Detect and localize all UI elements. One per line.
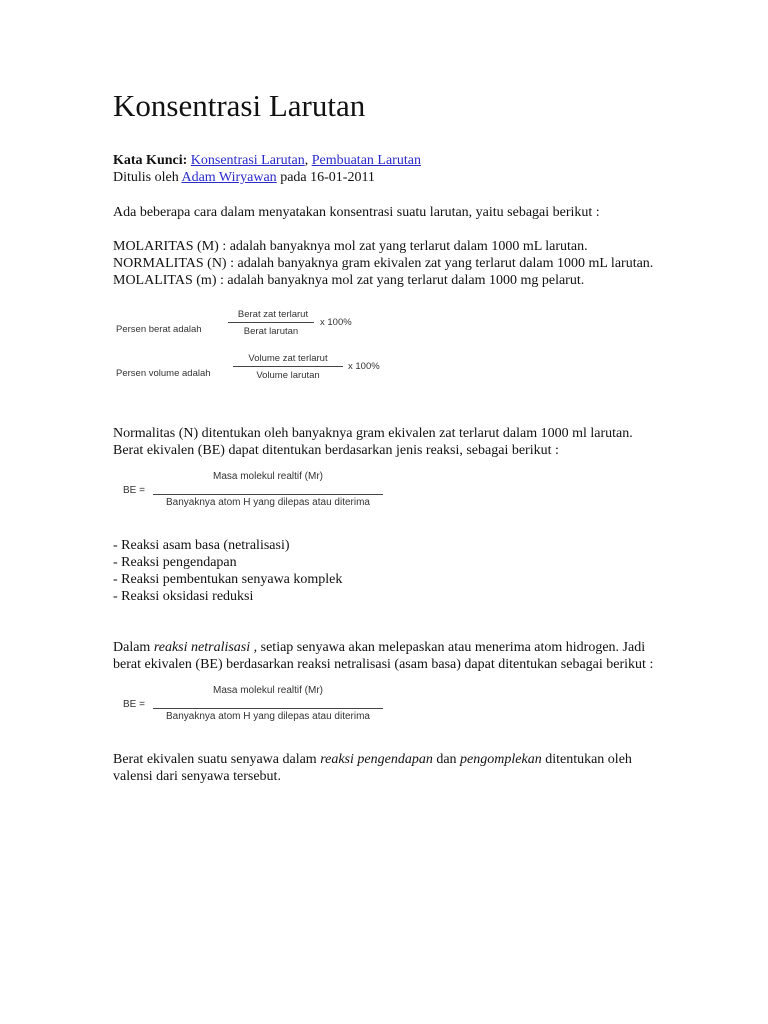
closing-mid: dan <box>436 752 457 767</box>
be-numerator: Masa molekul realtif (Mr) <box>212 685 324 696</box>
reaction-item: - Reaksi pengendapan <box>113 555 237 570</box>
article-meta <box>113 152 658 186</box>
keywords-label: Kata Kunci: <box>113 153 188 168</box>
percent-volume-numerator: Volume zat terlarut <box>248 353 328 364</box>
percent-weight-denominator: Berat larutan <box>243 326 299 337</box>
percent-volume-multiplier: x 100% <box>348 361 380 372</box>
closing-post: ditentukan oleh valensi dari senyawa tersebut. <box>113 752 632 784</box>
fraction-bar <box>153 708 383 709</box>
reaction-item: - Reaksi pembentukan senyawa komplek <box>113 572 343 587</box>
definition-molalitas: MOLALITAS (m) : adalah banyaknya mol zat yang terlarut dalam 1000 mg pelarut. <box>113 273 585 288</box>
author-link[interactable]: Adam Wiryawan <box>181 170 277 185</box>
percent-weight-label: Persen berat adalah <box>116 324 202 335</box>
reaction-item: - Reaksi asam basa (netralisasi) <box>113 538 290 553</box>
be-formula-1 <box>113 471 413 513</box>
be-lhs: BE = <box>123 485 145 496</box>
reaction-list <box>113 537 658 605</box>
keyword-link-pembuatan[interactable]: Pembuatan Larutan <box>311 153 421 168</box>
percent-volume-label: Persen volume adalah <box>116 368 211 379</box>
netralisasi-pre: Dalam <box>113 640 151 655</box>
percent-volume-denominator: Volume larutan <box>256 370 320 381</box>
percent-weight-formula <box>116 309 416 349</box>
closing-term-pengendapan: reaksi pengendapan <box>320 752 433 767</box>
netralisasi-term: reaksi netralisasi <box>153 640 251 655</box>
normalitas-paragraph: Normalitas (N) ditentukan oleh banyaknya gram ekivalen zat terlarut dalam 1000 ml larutan. Berat ekivalen (BE) dapat ditentukan berdasarkan jenis reaksi, sebagai berikut : <box>113 426 633 458</box>
percent-volume-formula <box>116 353 416 393</box>
be-denominator: Banyaknya atom H yang dilepas atau diterima <box>165 497 370 508</box>
fraction-bar <box>228 322 314 323</box>
closing-paragraph <box>113 751 658 785</box>
netralisasi-paragraph <box>113 639 658 673</box>
page-title: Konsentrasi Larutan <box>113 88 366 123</box>
closing-pre: Berat ekivalen suatu senyawa dalam <box>113 752 317 767</box>
spacer <box>113 605 658 639</box>
intro-paragraph: Ada beberapa cara dalam menyatakan konsentrasi suatu larutan, yaitu sebagai berikut : <box>113 205 600 220</box>
closing-term-pengomplekan: pengomplekan <box>460 752 542 767</box>
written-by-label: Ditulis oleh <box>113 170 179 185</box>
percent-formulas <box>113 309 413 401</box>
definitions <box>113 238 658 289</box>
reaction-item: - Reaksi oksidasi reduksi <box>113 589 254 604</box>
fraction-bar <box>153 494 383 495</box>
fraction-bar <box>233 366 343 367</box>
percent-weight-multiplier: x 100% <box>320 317 352 328</box>
publish-date: 16-01-2011 <box>310 170 375 185</box>
be-denominator: Banyaknya atom H yang dilepas atau diterima <box>165 711 370 722</box>
be-lhs: BE = <box>123 699 145 710</box>
definition-normalitas: NORMALITAS (N) : adalah banyaknya gram ekivalen zat yang terlarut dalam 1000 mL larutan. <box>113 256 654 271</box>
definition-molaritas: MOLARITAS (M) : adalah banyaknya mol zat yang terlarut dalam 1000 mL larutan. <box>113 239 588 254</box>
netralisasi-post: , setiap senyawa akan melepaskan atau menerima atom hidrogen. Jadi berat ekivalen (BE) berdasarkan reaksi netralisasi (asam basa) dapat ditentukan sebagai berikut : <box>113 640 654 672</box>
keyword-link-konsentrasi[interactable]: Konsentrasi Larutan <box>190 153 305 168</box>
be-formula-2 <box>113 685 413 727</box>
article <box>113 86 658 785</box>
on-label: pada <box>280 170 307 185</box>
percent-weight-numerator: Berat zat terlarut <box>237 309 309 320</box>
keyword-separator: , <box>304 153 309 168</box>
be-numerator: Masa molekul realtif (Mr) <box>212 471 324 482</box>
